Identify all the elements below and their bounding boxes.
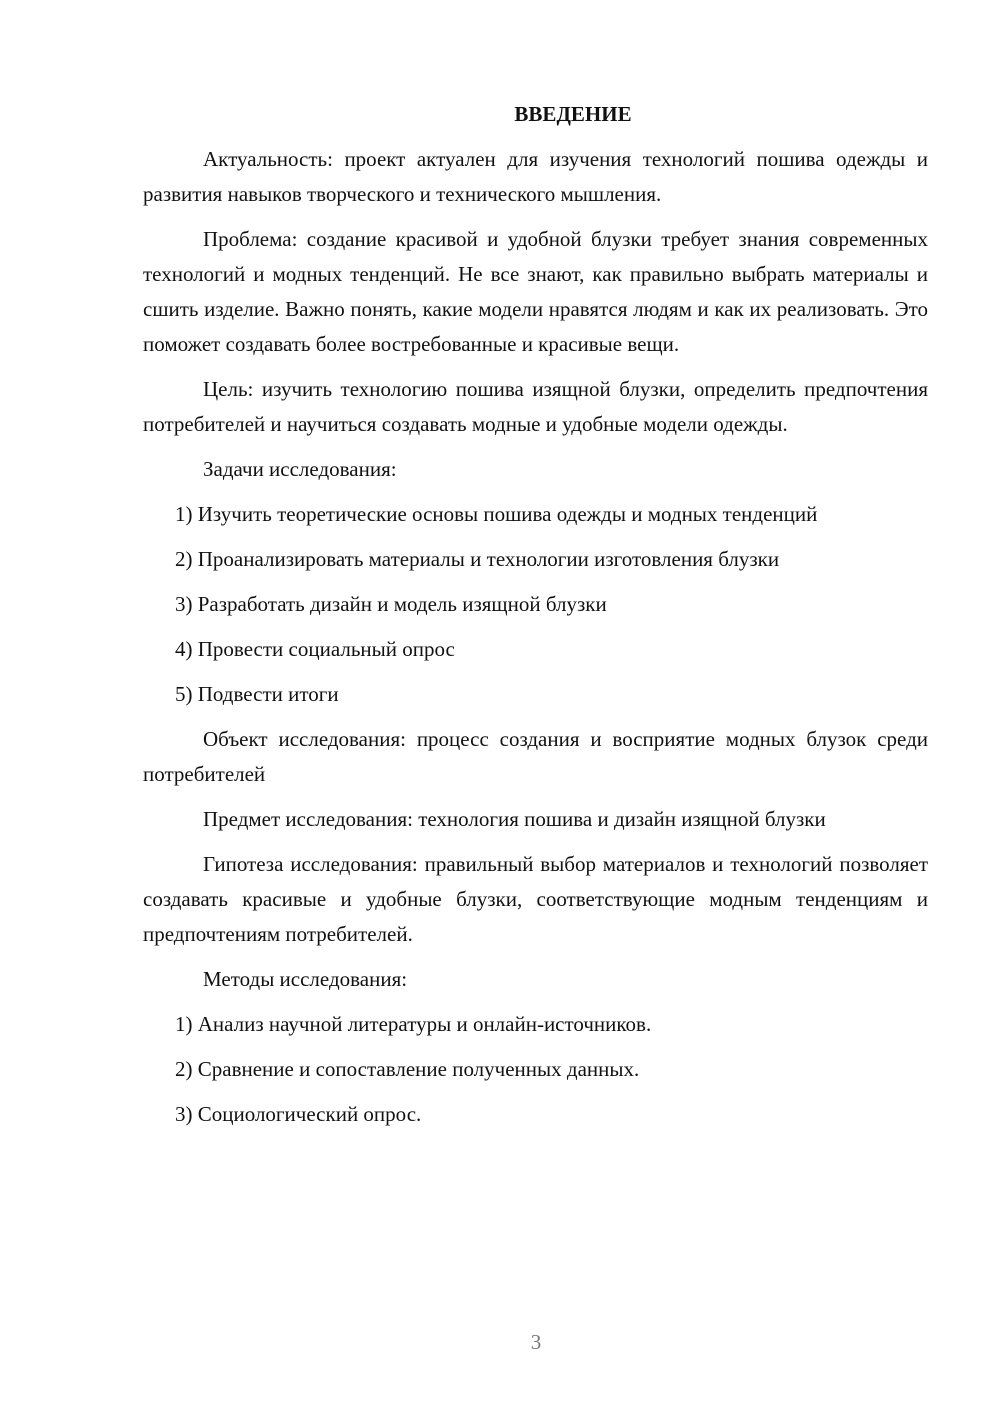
tasks-heading: Задачи исследования: (203, 457, 397, 481)
page-number: 3 (530, 1330, 542, 1354)
list-item-method-2: 2) Сравнение и сопоставление полученных данных. (175, 1057, 640, 1081)
relevance-paragraph: Актуальность: проект актуален для изучения технологий пошива одежды и развития навыков творческого и технического мышления. (143, 147, 928, 206)
section-title: ВВЕДЕНИЕ (514, 102, 632, 126)
list-item-task-5: 5) Подвести итоги (175, 682, 339, 706)
list-item-task-1: 1) Изучить теоретические основы пошива одежды и модных тенденций (175, 502, 818, 526)
methods-heading: Методы исследования: (203, 967, 408, 991)
list-item-task-4: 4) Провести социальный опрос (175, 637, 455, 661)
goal-paragraph: Цель: изучить технологию пошива изящной блузки, определить предпочтения потребителей и научиться создавать модные и удобные модели одежды. (143, 377, 928, 436)
hypothesis-paragraph: Гипотеза исследования: правильный выбор материалов и технологий позволяет создавать красивые и удобные блузки, соответствующие модным тенденциям и предпочтениям потребителей. (143, 852, 928, 946)
list-item-method-3: 3) Социологический опрос. (175, 1102, 422, 1126)
problem-paragraph: Проблема: создание красивой и удобной блузки требует знания современных технологий и модных тенденций. Не все знают, как правильно выбрать материалы и сшить изделие. Важно понять, какие модели нравятся людям и как их реализовать. Это поможет создавать более востребованные и красивые вещи. (143, 227, 928, 356)
page-content (143, 97, 928, 1142)
list-item-method-1: 1) Анализ научной литературы и онлайн-источников. (175, 1012, 652, 1036)
object-paragraph: Объект исследования: процесс создания и восприятие модных блузок среди потребителей (143, 727, 928, 786)
list-item-task-3: 3) Разработать дизайн и модель изящной блузки (175, 592, 607, 616)
list-item-task-2: 2) Проанализировать материалы и технологии изготовления блузки (175, 547, 780, 571)
subject-paragraph: Предмет исследования: технология пошива и дизайн изящной блузки (203, 807, 826, 831)
